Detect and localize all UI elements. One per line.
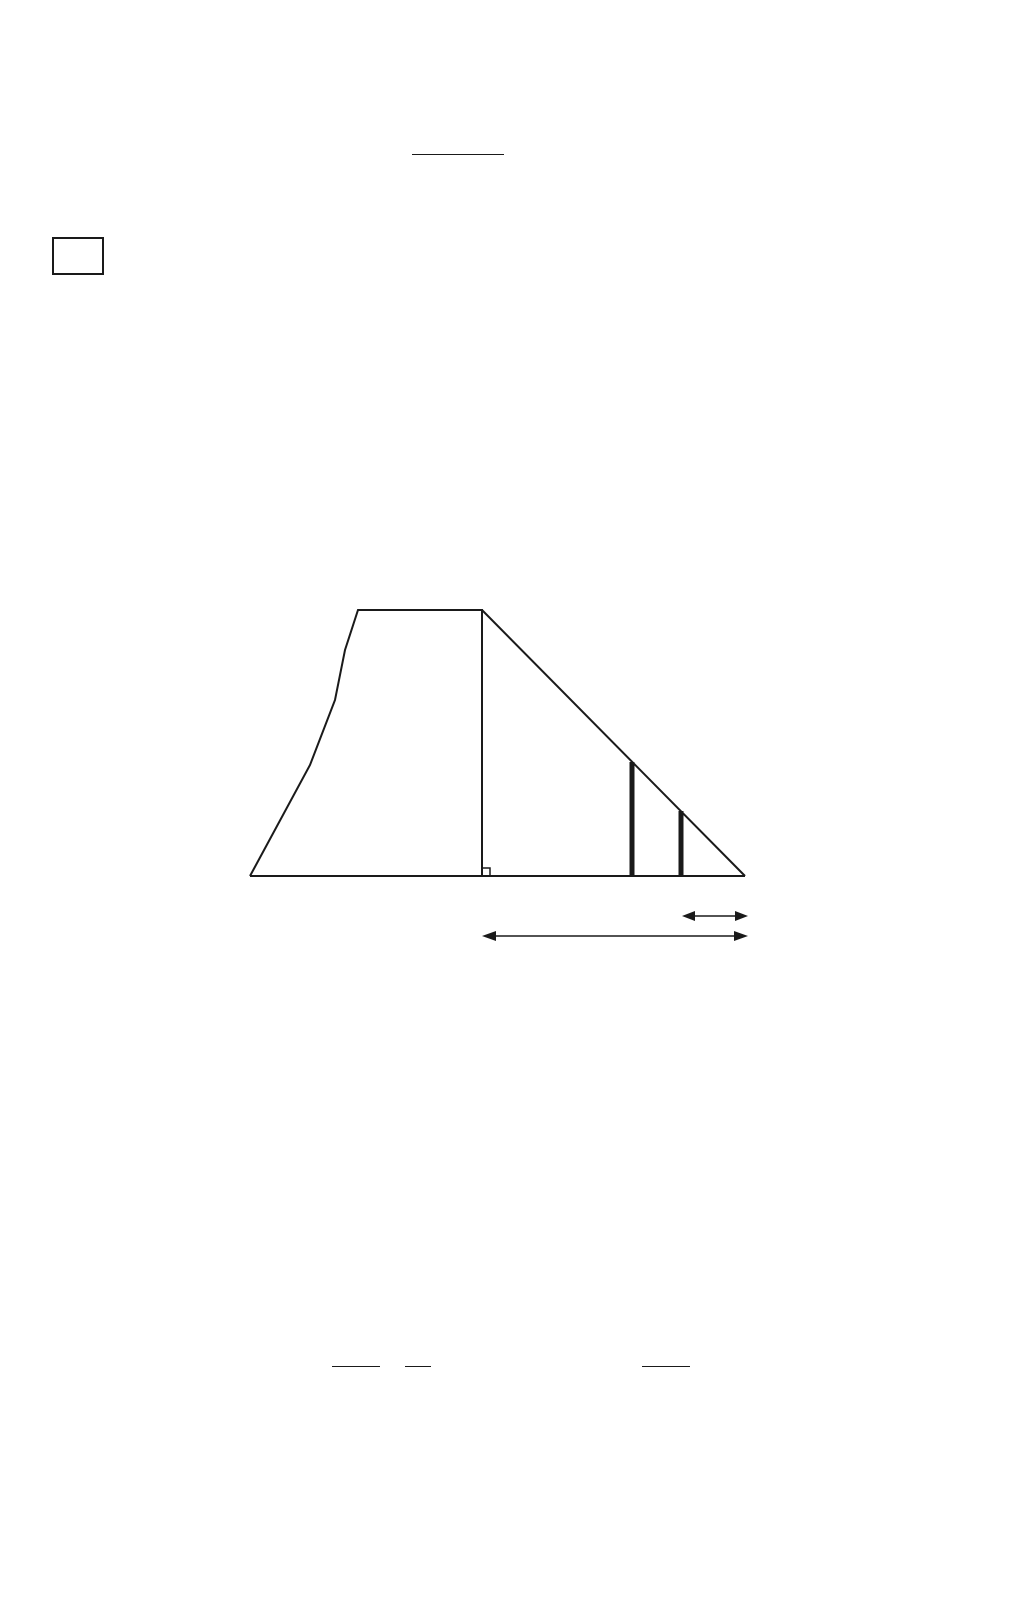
fraction-ah-b — [642, 1364, 690, 1369]
fraction-bar — [642, 1366, 690, 1367]
watermark — [400, 735, 420, 737]
right-angle-mark — [482, 868, 490, 876]
fraction-bar — [332, 1366, 380, 1367]
wall-measurement-figure — [240, 590, 770, 954]
fraction-DK-AB — [332, 1364, 380, 1369]
fraction-b-a — [405, 1364, 431, 1369]
arrow-b-left-head — [682, 911, 695, 921]
arrow-a-right-head — [734, 931, 748, 941]
sight-line-AC — [482, 610, 745, 876]
formula1-fraction — [412, 152, 504, 157]
arrow-b-right-head — [735, 911, 748, 921]
problem-number-box — [52, 237, 104, 275]
fraction-bar — [412, 154, 504, 155]
arrow-a-left-head — [482, 931, 496, 941]
wall-outline — [250, 610, 482, 876]
fraction-bar — [405, 1366, 431, 1367]
